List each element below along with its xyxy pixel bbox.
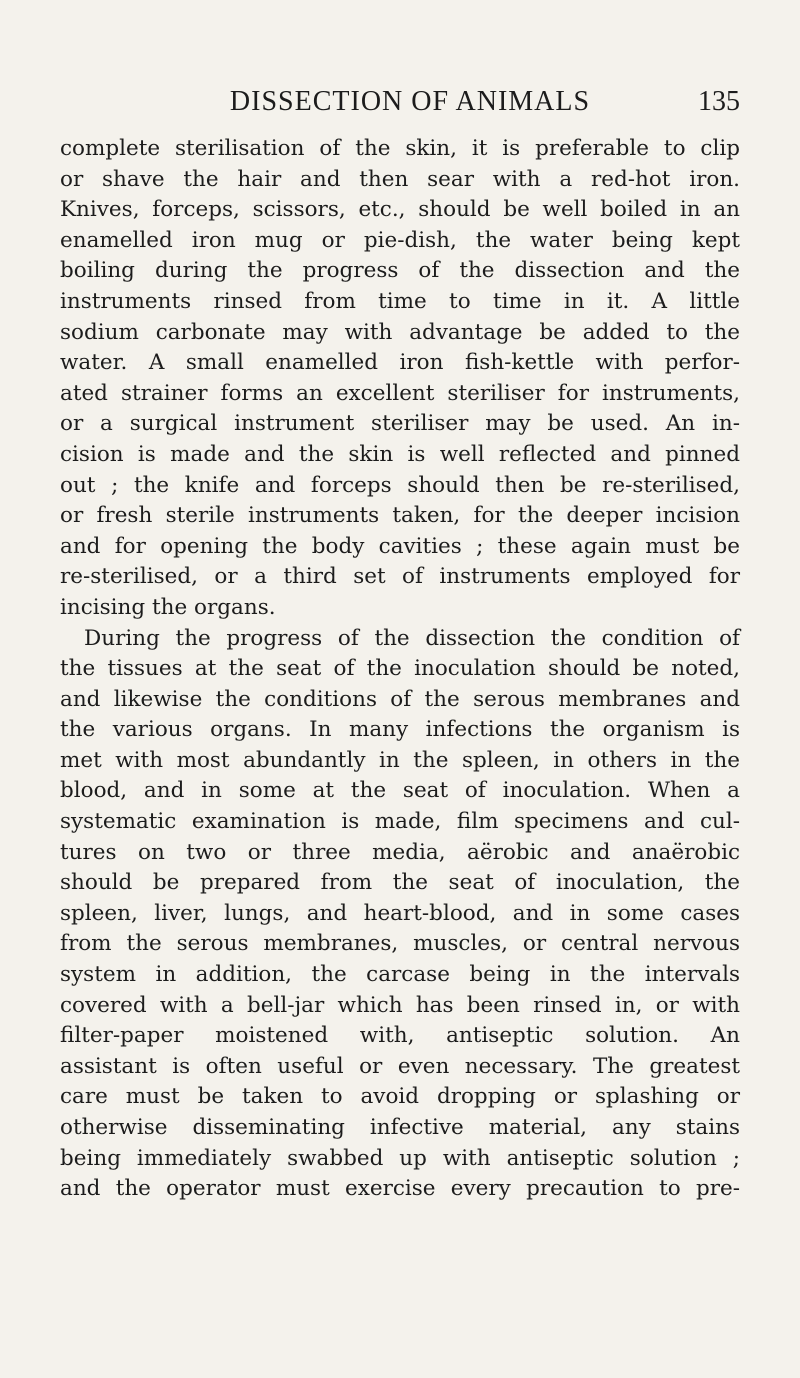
- text-line: or fresh sterile instruments taken, for the deeper incision: [60, 503, 740, 529]
- text-line: and for opening the body cavities ; these again must be: [60, 533, 740, 559]
- running-title: DISSECTION OF ANIMALS: [229, 86, 591, 117]
- text-line: from the serous membranes, muscles, or central nervous: [60, 931, 740, 957]
- text-line: system in addition, the carcase being in the intervals: [60, 962, 740, 988]
- text-line: met with most abundantly in the spleen, in others in the: [60, 747, 740, 773]
- text-line: systematic examination is made, film specimens and cul-: [60, 809, 740, 835]
- text-line: blood, and in some at the seat of inoculation. When a: [60, 778, 740, 804]
- text-line: re-sterilised, or a third set of instruments employed for: [60, 564, 740, 590]
- text-line: the various organs. In many infections the organism is: [60, 717, 740, 743]
- text-line: enamelled iron mug or pie-dish, the water being kept: [60, 227, 740, 253]
- text-line: assistant is often useful or even necessary. The greatest: [60, 1053, 740, 1079]
- text-line: care must be taken to avoid dropping or splashing or: [60, 1084, 740, 1110]
- text-line: boiling during the progress of the dissection and the: [60, 258, 740, 284]
- text-line: tures on two or three media, aërobic and anaërobic: [60, 839, 740, 865]
- text-line: water. A small enamelled iron fish-kettle with perfor-: [60, 350, 740, 376]
- text-line: spleen, liver, lungs, and heart-blood, and in some cases: [60, 900, 740, 926]
- text-line: instruments rinsed from time to time in it. A little: [60, 288, 740, 314]
- text-line: covered with a bell-jar which has been rinsed in, or with: [60, 992, 740, 1018]
- running-head: [60, 82, 740, 122]
- text-line: or shave the hair and then sear with a red-hot iron.: [60, 166, 740, 192]
- text-line: sodium carbonate may with advantage be added to the: [60, 319, 740, 345]
- text-line: should be prepared from the seat of inoculation, the: [60, 870, 740, 896]
- text-line: being immediately swabbed up with antiseptic solution ;: [60, 1145, 740, 1171]
- text-line: and likewise the conditions of the serous membranes and: [60, 686, 740, 712]
- text-line: cision is made and the skin is well reflected and pinned: [60, 441, 740, 467]
- page-number: 135: [698, 86, 740, 117]
- text-line: incising the organs.: [60, 594, 276, 620]
- body-text: [60, 134, 740, 1205]
- text-line: complete sterilisation of the skin, it is preferable to clip: [60, 136, 740, 161]
- text-line: ated strainer forms an excellent steriliser for instruments,: [60, 380, 740, 406]
- text-line: and the operator must exercise every precaution to pre-: [60, 1176, 740, 1202]
- text-line: the tissues at the seat of the inoculation should be noted,: [60, 656, 740, 682]
- text-line: During the progress of the dissection the condition of: [84, 625, 740, 651]
- text-line: otherwise disseminating infective material, any stains: [60, 1115, 740, 1140]
- text-line: out ; the knife and forceps should then be re-sterilised,: [60, 472, 740, 498]
- text-line: filter-paper moistened with, antiseptic solution. An: [60, 1023, 740, 1049]
- text-line: Knives, forceps, scissors, etc., should be well boiled in an: [60, 197, 740, 223]
- text-line: or a surgical instrument steriliser may be used. An in-: [60, 411, 740, 437]
